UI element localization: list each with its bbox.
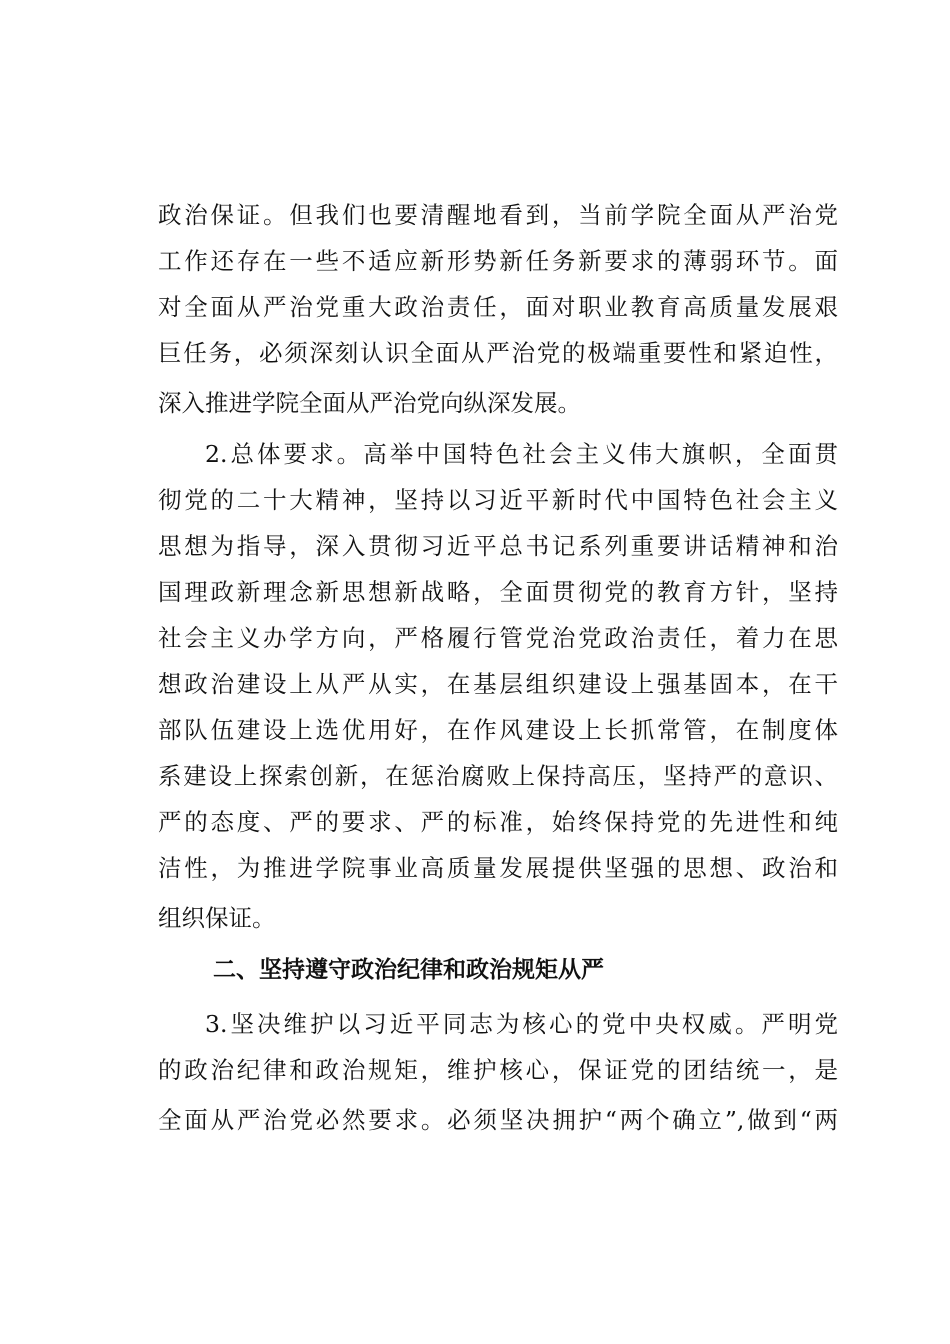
paragraph-2-line-7: 部队伍建设上选优用好，在作风建设上长抓常管，在制度体 bbox=[158, 716, 838, 744]
paragraph-3-line-1: 3.坚决维护以习近平同志为核心的党中央权威。严明党 bbox=[205, 1010, 838, 1038]
paragraph-2-line-9: 严的态度、严的要求、严的标准，始终保持党的先进性和纯 bbox=[158, 808, 838, 836]
paragraph-1-line-5: 深入推进学院全面从严治党向纵深发展。 bbox=[158, 389, 581, 417]
paragraph-2-line-4: 国理政新理念新思想新战略，全面贯彻党的教育方针，坚持 bbox=[158, 578, 838, 606]
paragraph-2-line-10: 洁性，为推进学院事业高质量发展提供坚强的思想、政治和 bbox=[158, 854, 838, 882]
paragraph-2-line-11: 组织保证。 bbox=[158, 904, 276, 932]
paragraph-2-line-8: 系建设上探索创新，在惩治腐败上保持高压，坚持严的意识、 bbox=[158, 762, 838, 790]
paragraph-1-line-1: 政治保证。但我们也要清醒地看到，当前学院全面从严治党 bbox=[158, 201, 838, 229]
paragraph-1-line-3: 对全面从严治党重大政治责任，面对职业教育高质量发展艰 bbox=[158, 293, 838, 321]
paragraph-2-line-1: 2.总体要求。高举中国特色社会主义伟大旗帜，全面贯 bbox=[205, 440, 838, 468]
paragraph-2-line-5: 社会主义办学方向，严格履行管党治党政治责任，着力在思 bbox=[158, 624, 838, 652]
paragraph-2-line-2: 彻党的二十大精神，坚持以习近平新时代中国特色社会主义 bbox=[158, 486, 838, 514]
paragraph-1-line-4: 巨任务，必须深刻认识全面从严治党的极端重要性和紧迫性， bbox=[158, 339, 838, 367]
paragraph-3-line-2: 的政治纪律和政治规矩，维护核心，保证党的团结统一，是 bbox=[158, 1056, 838, 1084]
section-heading: 二、坚持遵守政治纪律和政治规矩从严 bbox=[213, 957, 604, 983]
paragraph-2-line-6: 想政治建设上从严从实，在基层组织建设上强基固本，在干 bbox=[158, 670, 838, 698]
paragraph-1-line-2: 工作还存在一些不适应新形势新任务新要求的薄弱环节。面 bbox=[158, 247, 838, 275]
paragraph-2-line-3: 思想为指导，深入贯彻习近平总书记系列重要讲话精神和治 bbox=[158, 532, 838, 560]
paragraph-3-line-3: 全面从严治党必然要求。必须坚决拥护“两个确立”,做到“两 bbox=[158, 1106, 838, 1134]
